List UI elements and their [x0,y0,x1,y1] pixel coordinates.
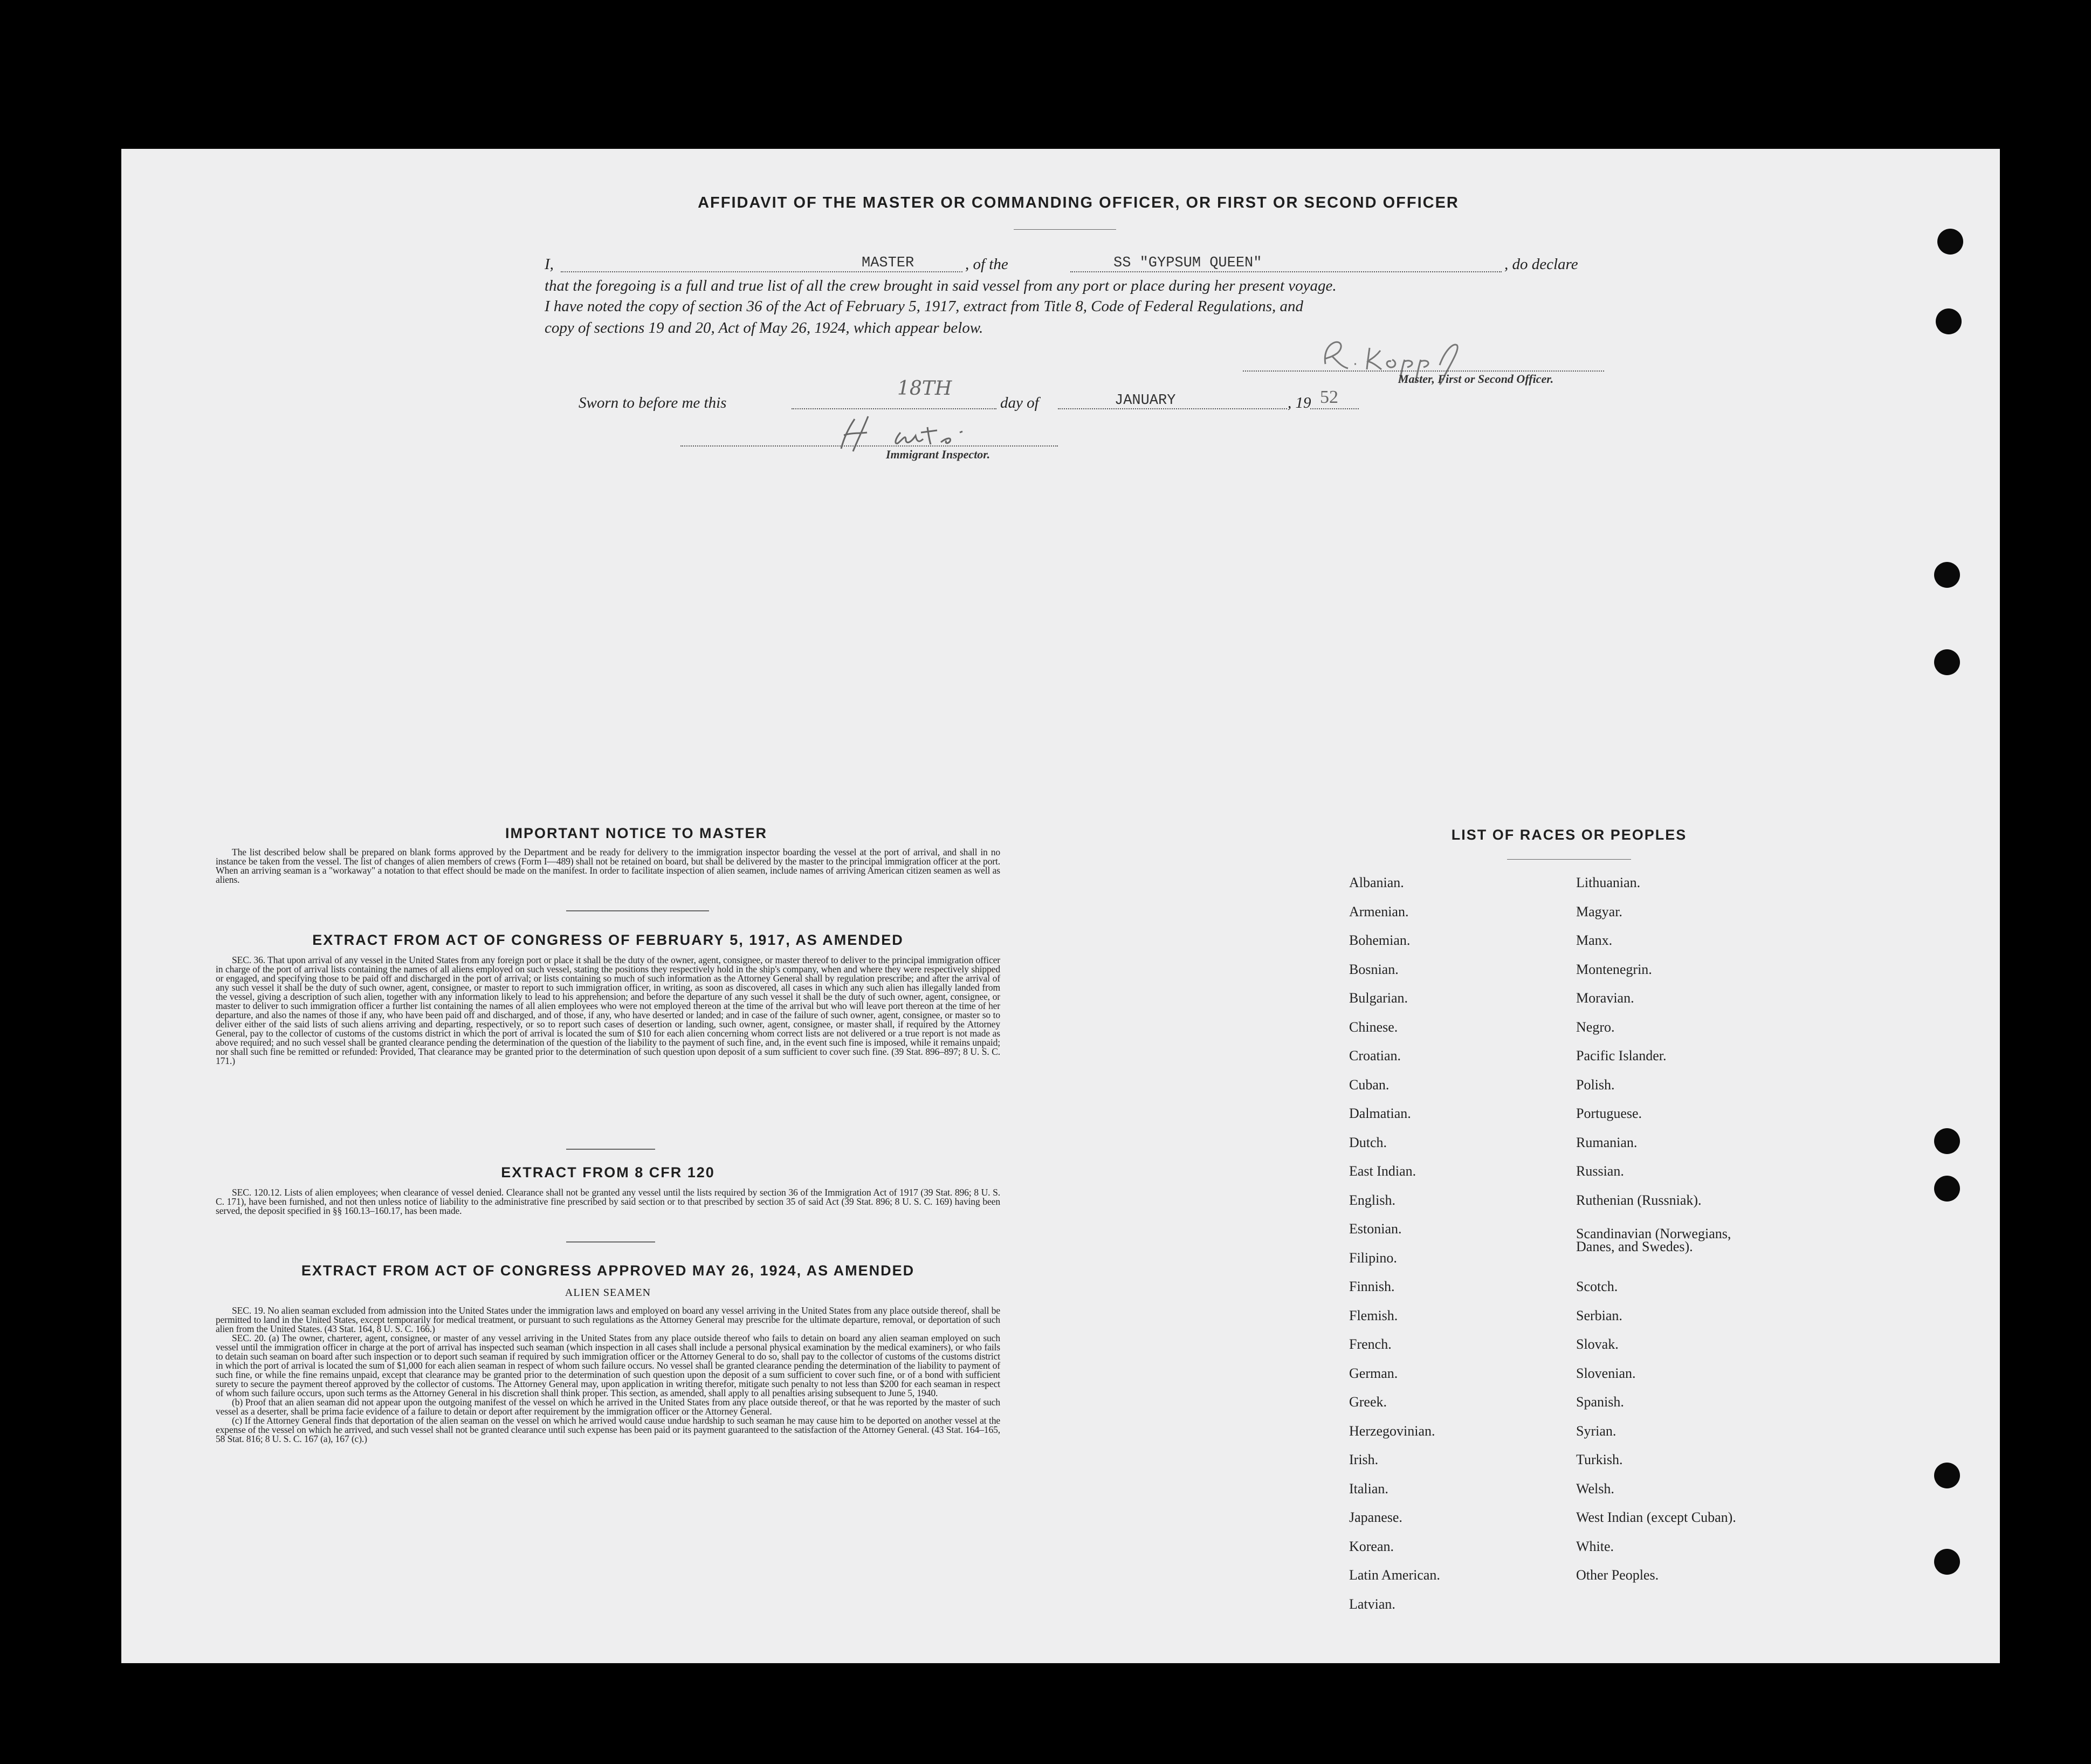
affidavit-title: AFFIDAVIT OF THE MASTER OR COMMANDING OFFICER, OR FIRST OR SECOND OFFICER [698,194,1459,211]
extract-1924-paragraph-3: (b) Proof that an alien seaman did not appear upon the outgoing manifest of the vessel on which he arrived in the United States from any place outside thereof, or that he was reported by the master of such vessel as a deserter, shall be prima facie evidence of a failure to detain or deport after requirement by the immigration officer or the Attorney General. [216,1397,1000,1417]
race-item: Polish. [1576,1076,1615,1093]
do-declare-text: , do declare [1504,256,1578,273]
race-item: Turkish. [1576,1452,1623,1467]
race-item: Herzegovinian. [1349,1423,1435,1439]
affidavit-i: I, [545,256,554,273]
race-item: Negro. [1576,1019,1615,1035]
extract-1924-paragraph-4: (c) If the Attorney General finds that deportation of the alien seaman on the vessel on which he arrived would cause undue hardship to such seaman he may cause him to be deported on another vessel at the expense of the vessel on which he arrived, and such vessel shall not be granted clearance until such expense has been paid or its payment guaranteed to the satisfaction of the Attorney General. (43 Stat. 164–165, 58 Stat. 816; 8 U. S. C. 167 (a), 167 (c).) [216,1415,1000,1444]
master-signature-line [1243,370,1604,372]
of-the-text: , of the [965,256,1008,273]
race-item: Spanish. [1576,1394,1624,1410]
extract-cfr-title: EXTRACT FROM 8 CFR 120 [501,1164,715,1180]
race-item: Bosnian. [1349,961,1399,977]
race-item: Slovenian. [1576,1365,1636,1381]
race-item: Flemish. [1349,1307,1398,1323]
races-column-1 [1349,875,1440,1625]
race-item: Scotch. [1576,1279,1618,1294]
race-item: Moravian. [1576,990,1634,1006]
race-item: Ruthenian (Russniak). [1576,1192,1702,1208]
race-item: Pacific Islander. [1576,1048,1667,1063]
sworn-text: Sworn to before me this [579,394,727,411]
race-item: Syrian. [1576,1423,1617,1439]
races-column-2 [1576,875,1736,1596]
year-blank [1310,408,1359,409]
race-item: Welsh. [1576,1480,1614,1497]
race-item: Finnish. [1349,1279,1395,1294]
race-item: Croatian. [1349,1048,1401,1063]
year-value: 52 [1320,387,1338,407]
race-item: French. [1349,1336,1392,1352]
punch-hole [1934,649,1960,675]
alien-seamen-subtitle: ALIEN SEAMEN [565,1287,651,1299]
affidavit-line-3: I have noted the copy of section 36 of the Act of February 5, 1917, extract from Title 8, Code of Federal Regulations, and [545,298,1304,315]
race-item: White. [1576,1538,1614,1554]
affidavit-line-4: copy of sections 19 and 20, Act of May 26, 1924, which appear below. [545,319,983,337]
race-item: English. [1349,1192,1395,1208]
extract-1924-paragraph-1: SEC. 19. No alien seaman excluded from admission into the United States under the immigration laws and employed on board any vessel arriving in the United States from any place outside thereof, shall be permitted to land in the United States, except temporarily for medical treatment, or pursuant to such regulations as the Attorney General may prescribe for the ultimate departure, removal, or deportation of such alien from the United States. (43 Stat. 164, 8 U. S. C. 166.) [216,1305,1000,1334]
race-item: Serbian. [1576,1307,1622,1323]
punch-hole [1934,562,1960,588]
race-item: Cuban. [1349,1076,1390,1093]
race-item: Irish. [1349,1452,1379,1467]
race-item: Latin American. [1349,1567,1440,1583]
race-item: Slovak. [1576,1336,1619,1352]
race-item: Italian. [1349,1480,1388,1497]
day-value: 18TH [897,377,952,400]
extract-1924-text [216,1306,1000,1444]
notice-paragraph: The list described below shall be prepared on blank forms approved by the Department and be ready for delivery to the immigration inspector boarding the vessel at the port of arrival, and shall in no instance be taken from the vessel. The list of changes of alien members of crews (Form I—489) shall not be retained on board, but shall be delivered by the master to the principal immigration officer at the port. When an arriving seaman is a "workaway" a notation to that effect should be made on the manifest. In order to facilitate inspection of alien seamen, include names of arriving American citizen seamen as well as aliens. [216,847,1000,885]
master-blank [561,271,962,272]
punch-hole [1936,308,1962,334]
race-item: Montenegrin. [1576,961,1652,977]
extract-1924-paragraph-2: SEC. 20. (a) The owner, charterer, agent, consignee, or master of any vessel arriving in the United States from any place outside thereof who fails to detain on board any alien seaman employed on such vessel until the immigration officer in charge at the port of arrival has inspected such seaman (which inspection in all cases shall include a personal physical examination by the medical examiners), or who fails to detain such seaman on board after such inspection or to deport such seaman if required by such immigration officer or the Attorney General to do so, shall pay to the collector of customs of the customs district in which the port of arrival is located the sum of $1,000 for each alien seaman in respect of whom such failure occurs. No vessel shall be granted clearance pending the determination of the liability to payment of such fine, or while the fine remains unpaid, except that clearance may be granted prior to the determination of such question upon the deposit of a sum sufficient to cover such fine, or of a bond with sufficient surety to secure the payment thereof approved by the collector of customs. The Attorney General may, upon application in writing therefor, mitigate such penalty to not less than $200 for each seaman in respect of whom such failure occurs, upon such terms as the Attorney General in his discretion shall think proper. This section, as amended, shall apply to all penalties arising subsequent to June 5, 1940. [216,1333,1000,1398]
race-item: Filipino. [1349,1250,1397,1266]
punch-hole [1934,1176,1960,1202]
races-title: LIST OF RACES OR PEOPLES [1451,827,1687,843]
section-divider [566,910,709,911]
extract-1924-title: EXTRACT FROM ACT OF CONGRESS APPROVED MAY 26, 1924, AS AMENDED [301,1262,915,1279]
race-item: Bohemian. [1349,932,1411,948]
extract-1917-paragraph: SEC. 36. That upon arrival of any vessel in the United States from any foreign port or place it shall be the duty of the owner, agent, consignee, or master thereof to deliver to the principal immigration officer in charge of the port of arrival lists containing the names of all aliens employed on such vessel, stating the positions they respectively hold in the ship's company, when and where they were respectively shipped or engaged, and specifying those to be paid off and discharged in the port of arrival; or lists containing so much of such information as the Attorney General shall by regulation prescribe; and after the arrival of any such vessel it shall be the duty of such owner, agent, consignee, or master to report to such immigration officer, in writing, as soon as discovered, all cases in which any such alien has illegally landed from the vessel, giving a description of such alien, together with any information likely to lead to his apprehension; and before the departure of any such vessel it shall be the duty of such owner, agent, consignee, or master to deliver to such immigration officer a further list containing the names of all alien employees who were not employed thereon at the time of the arrival but who will leave port thereon at the time of her departure, and also the names of those if any, who have been paid off and discharged, and of those, if any, who have deserted or landed; and in case of the failure of such owner, agent, consignee, or master so to deliver either of the said lists of such aliens arriving and departing, respectively, or so to report such cases of desertion or landing, such owner, agent, consignee, or master shall, if required by the Attorney General, pay to the collector of customs of the customs district in which the port of arrival is located the sum of $10 for each alien concerning whom correct lists are not delivered or a true report is not made as above required; and no such vessel shall be granted clearance pending the determination of the question of the liability to the payment of such fine, and, in the event such fine is imposed, while it remains unpaid; nor shall such fine be remitted or refunded: Provided, That clearance may be granted prior to the determination of such question upon deposit of a sum sufficient to cover such fine. (39 Stat. 896–897; 8 U. S. C. 171.) [216,955,1000,1066]
inspector-caption: Immigrant Inspector. [886,448,991,461]
race-item: Japanese. [1349,1509,1402,1525]
section-divider [566,1241,655,1243]
race-item: Lithuanian. [1576,875,1641,890]
race-item: Armenian. [1349,903,1409,919]
master-caption: Master, First or Second Officer. [1398,372,1554,386]
day-of-text: day of [1000,394,1039,411]
race-item: Albanian. [1349,875,1404,890]
punch-hole [1934,1549,1960,1575]
day-blank [792,408,996,409]
race-item: West Indian (except Cuban). [1576,1509,1736,1525]
race-item: Latvian. [1349,1596,1395,1612]
race-item: Portuguese. [1576,1106,1642,1121]
race-item: Other Peoples. [1576,1567,1659,1583]
extract-cfr-paragraph: SEC. 120.12. Lists of alien employees; when clearance of vessel denied. Clearance shall not be granted any vessel until the lists required by section 36 of the Immigration Act of 1917 (39 Stat. 896; 8 U. S. C. 171), have been furnished, and not then unless notice of liability to the administrative fine prescribed by said section or to that prescribed by section 35 of said Act (39 Stat. 896; 8 U. S. C. 169) having been served, the deposit specified in §§ 160.13–160.17, has been made. [216,1187,1000,1216]
year-prefix: , 19 [1288,394,1311,411]
master-value: MASTER [862,255,914,271]
race-item: German. [1349,1365,1398,1381]
extract-1917-text [216,956,1000,1066]
races-divider [1507,859,1631,860]
race-item: Scandinavian (Norwegians, Danes, and Swedes). [1576,1226,1731,1254]
race-item: Estonian. [1349,1221,1402,1237]
notice-text [216,848,1000,884]
race-item: Dalmatian. [1349,1106,1411,1121]
punch-hole [1934,1128,1960,1154]
punch-hole [1934,1463,1960,1488]
race-item: Chinese. [1349,1019,1398,1035]
vessel-value: SS "GYPSUM QUEEN" [1113,255,1262,271]
race-item: Dutch. [1349,1134,1387,1150]
month-value: JANUARY [1115,393,1176,409]
race-item: Rumanian. [1576,1134,1638,1150]
punch-hole [1937,229,1963,255]
inspector-signature-line [680,445,1058,447]
race-item: Korean. [1349,1538,1394,1554]
notice-title: IMPORTANT NOTICE TO MASTER [505,825,767,841]
race-item: East Indian. [1349,1163,1416,1179]
race-item: Russian. [1576,1163,1624,1179]
section-divider [566,1149,655,1150]
race-item: Greek. [1349,1394,1387,1410]
race-item: Bulgarian. [1349,990,1408,1006]
vessel-blank [1070,271,1502,272]
title-divider [1014,229,1116,230]
race-item: Manx. [1576,932,1613,948]
extract-1917-title: EXTRACT FROM ACT OF CONGRESS OF FEBRUARY 5, 1917, AS AMENDED [312,932,904,948]
race-item: Magyar. [1576,903,1622,919]
extract-cfr-text [216,1188,1000,1216]
affidavit-line-2: that the foregoing is a full and true list of all the crew brought in said vessel from any port or place during her present voyage. [545,277,1337,294]
